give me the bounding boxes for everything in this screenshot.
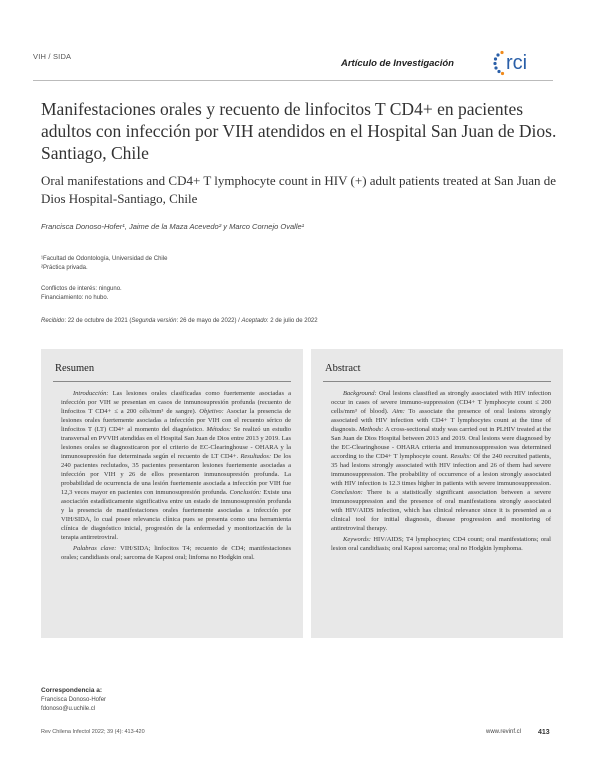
received-date: : 22 de octubre de 2021 ( xyxy=(64,318,132,324)
abstract-segment: Background: xyxy=(343,390,377,397)
second-version-label: Segunda versión xyxy=(131,318,177,324)
svg-text:rci: rci xyxy=(506,52,528,74)
resumen-paragraph xyxy=(61,389,291,542)
abstract-segment: There is a statistically significant association between a severe immunosuppression and the presence of oral manifestations strongly associated with HIV/AIDS infection, which has clinical relevance since it is presented as a clinical tool for initial diagnosis, disease progression and monitoring of antiretroviral therapy. xyxy=(331,489,551,532)
resumen-box xyxy=(41,349,303,638)
abstract-body xyxy=(331,389,551,553)
resumen-segment: Se realizó un estudio transversal en PVVIH atendidas en el Hospital San Juan de Dios entre 2013 y 2019. Las lesiones orales se diagnosticaron por el criterio de EC-Clearinghouse - OHARA y la inmunosupresión fue determinada según el recuento de LT CD4+. xyxy=(61,426,291,460)
article-type-label: Artículo de Investigación xyxy=(341,58,454,69)
resumen-segment: Objetivo: xyxy=(199,408,224,415)
footer-url[interactable]: www.revinf.cl xyxy=(486,729,522,735)
abstract-heading: Abstract xyxy=(325,363,361,374)
correspondence-email[interactable]: fdonoso@u.uchile.cl xyxy=(41,706,96,712)
abstract-keywords xyxy=(331,535,551,553)
page-number: 413 xyxy=(538,729,550,736)
abstract-paragraph xyxy=(331,389,551,533)
abstract-keywords-text: HIV/AIDS; T4 lymphocytes; CD4 count; oral manifestations; oral lesion oral candidiasis; oral Kaposi sarcoma; oral no Hodgkin lymphoma. xyxy=(331,536,551,552)
accepted-date: : 2 de julio de 2022 xyxy=(266,318,318,324)
resumen-keywords-text: VIH/SIDA; linfocitos T4; recuento de CD4; manifestaciones orales; candidiasis oral; sarcoma de Kaposi oral; linfoma no Hodgkin oral. xyxy=(61,545,291,561)
abstract-segment: Methods: xyxy=(359,426,384,433)
affiliation-1: ¹Facultad de Odontología, Universidad de Chile xyxy=(41,256,168,262)
resumen-segment: Las lesiones orales clasificadas como fuertemente asociadas a infección por VIH se presentan en casos de inmunosupresión profunda (recuento de linfocitos T CD4+ ≤ a 200 céls/mm³ de sangre). xyxy=(61,390,291,415)
abstract-segment: Aim: xyxy=(392,408,405,415)
correspondence-label: Correspondencia a: xyxy=(41,687,103,694)
conflict-note: Conflictos de interés: ninguno. xyxy=(41,286,122,292)
abstract-segment: Of the 240 recruited patients, 35 had lesions strongly associated with HIV infection and 26 of them had severe immunosuppression. The probability of occurrence of a lesion strongly associated with HIV infection is 12.3 times higher in patients with severe immunosuppression. xyxy=(331,453,551,487)
resumen-segment: Existe una asociación estadísticamente significativa entre un estado de inmunosupresión profunda y la presencia de manifestaciones orales fuertemente asociadas a infección por VIH/SIDA, lo cual posee relevancia clínica pues se presenta como una herramienta clínica de diagnóstico inicial, progresión de la enfermedad y monitorización de la terapia antirretroviral. xyxy=(61,489,292,541)
accepted-label: Aceptado xyxy=(241,318,267,324)
abstract-divider xyxy=(323,381,551,382)
second-version-date: : 26 de mayo de 2022) / xyxy=(176,318,242,324)
title-spanish: Manifestaciones orales y recuento de linfocitos T CD4+ en pacientes adultos con infección por VIH atendidos en el Hospital San Juan de Dios. Santiago, Chile xyxy=(41,99,557,163)
resumen-keywords xyxy=(61,544,291,562)
affiliation-2: ²Práctica privada. xyxy=(41,265,88,271)
author-list: Francisca Donoso-Hofer¹, Jaime de la Maza Acevedo² y Marco Cornejo Ovalle¹ xyxy=(41,222,305,231)
funding-note: Financiamiento: no hubo. xyxy=(41,295,109,301)
abstract-segment: Results: xyxy=(450,453,472,460)
resumen-segment: Asociar la presencia de lesiones orales fuertemente asociadas a infección por VIH con el recuento sérico de linfocitos T (LT) CD4+ al momento del diagnóstico. xyxy=(61,408,291,433)
abstract-keywords-label: Keywords: xyxy=(343,536,371,543)
header-divider xyxy=(33,80,553,81)
received-label: Recibido xyxy=(41,318,65,324)
abstract-segment: Oral lesions classified as strongly associated with HIV infection occur in cases of severe immuno-suppression (CD4+ T lymphocyte count ≤ 200 cells/mm³ of blood). xyxy=(331,390,551,415)
abstract-segment: Conclusion: xyxy=(331,489,363,496)
resumen-body xyxy=(61,389,291,562)
resumen-segment: Conclusión: xyxy=(229,489,262,496)
resumen-segment: De los 240 pacientes reclutados, 35 pacientes presentaron lesiones fuertemente asociadas a infección por VIH y 26 de ellos presentaron inmunosupresión profunda. La probabilidad de ocurrencia de una lesión fuertemente asociada a infección por VIH fue 12,3 veces mayor en pacientes con inmunosupresión profunda. xyxy=(61,453,291,496)
abstract-box xyxy=(311,349,563,638)
article-dates xyxy=(41,318,318,324)
resumen-segment: Métodos: xyxy=(206,426,232,433)
title-english: Oral manifestations and CD4+ T lymphocyte count in HIV (+) adult patients treated at San Juan de Dios Hospital-Santiago, Chile xyxy=(41,173,557,206)
rci-logo-icon xyxy=(492,48,552,76)
resumen-divider xyxy=(53,381,291,382)
correspondence-name: Francisca Donoso-Hofer xyxy=(41,697,107,703)
resumen-keywords-label: Palabras clave: xyxy=(73,545,117,552)
section-tag: VIH / SIDA xyxy=(33,52,72,61)
abstract-segment: A cross-sectional study was carried out in PLHIV treated at the San Juan de Dios Hospital between 2013 and 2019. Oral lesions were diagnosed by the EC-Clearinghouse - OHARA criteria and immunosuppression was determined according to the CD4+ T lymphocyte count. xyxy=(331,426,551,460)
resumen-segment: Introducción: xyxy=(73,390,109,397)
journal-logo xyxy=(492,48,552,76)
abstract-segment: To associate the presence of oral lesions strongly associated with HIV infection with CD4+ T lymphocytes count at the time of diagnosis. xyxy=(331,408,551,433)
resumen-heading: Resumen xyxy=(55,363,95,374)
footer-citation: Rev Chilena Infectol 2022; 39 (4): 413-420 xyxy=(41,729,145,735)
resumen-segment: Resultados: xyxy=(240,453,272,460)
